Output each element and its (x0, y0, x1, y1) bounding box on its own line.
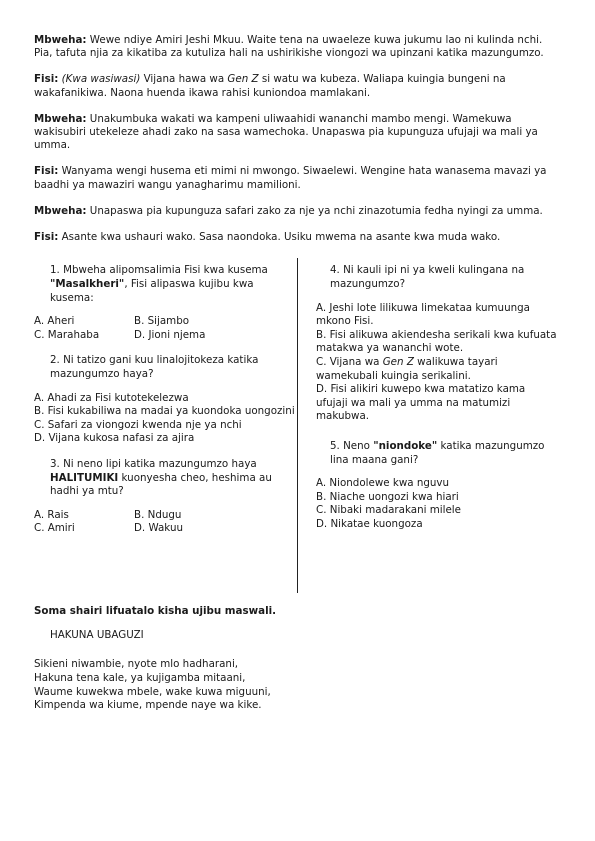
option-text: B. Fisi alikuwa akiendesha serikali kwa kufuata matakwa ya wananchi wote. (316, 328, 557, 355)
option-text: A. Jeshi lote lilikuwa limekataa kumuunga mkono Fisi. (316, 301, 530, 328)
dialogue-text: Vijana hawa wa (140, 73, 228, 86)
option-d: D. Vijana kukosa nafasi za ajira (34, 432, 195, 445)
speaker-name: Mbweha: (34, 34, 87, 46)
option-c: C. Amiri (34, 522, 75, 535)
right-column (316, 264, 560, 543)
speaker-name: Mbweha: (34, 204, 87, 217)
dialogue-line (34, 165, 560, 192)
option-c: C. Nibaki madarakani milele (316, 504, 462, 517)
question-2: 2. Ni tatizo gani kuu linalojitokeza katika mazungumzo haya? (50, 354, 259, 381)
speaker-name: Fisi: (34, 165, 59, 178)
question-4-options (316, 302, 560, 424)
question-text: 5. Neno (330, 440, 374, 452)
poem-line: Hakuna tena kale, ya kujigamba mitaani, (34, 672, 246, 685)
option-b (316, 329, 560, 356)
question-3 (50, 458, 272, 499)
question-4: 4. Ni kauli ipi ni ya kweli kulingana na mazungumzo? (330, 264, 525, 291)
column-divider (297, 258, 298, 593)
question-columns (34, 255, 560, 601)
question-text: 1. Mbweha alipomsalimia Fisi kwa kusema (50, 264, 268, 277)
worksheet-page (34, 34, 560, 713)
option-text-italic: Gen Z (382, 356, 414, 369)
stage-direction: (Kwa wasiwasi) (61, 73, 141, 86)
option-a (316, 302, 560, 329)
option-a: A. Niondolewe kwa nguvu (316, 477, 450, 490)
dialogue-line (34, 73, 560, 100)
dialogue-line (34, 113, 560, 153)
dialogue-text: Wewe ndiye Amiri Jeshi Mkuu. Waite tena na uwaeleze kuwa jukumu lao ni kulinda nchi. Pia, tafuta njia za kikatiba za kutuliza hali na ushirikishe viongozi wa upinzani katika mazungumzo. (34, 34, 544, 60)
option-d: D. Nikataе kuongoza (316, 517, 423, 530)
option-text: walikuwa tayari wamekubali kuingia serikalini. (316, 356, 498, 382)
question-text: , Fisi alipaswa kujibu kwa kusema: (50, 278, 254, 304)
question-1 (50, 264, 272, 305)
speaker-name: Fisi: (34, 230, 59, 243)
option-b: B. Fisi kukabiliwa na madai ya kuondoka uongozini (34, 405, 295, 418)
option-c (316, 356, 560, 383)
speaker-name: Mbweha: (34, 112, 87, 125)
option-c: C. Marahaba (34, 328, 100, 341)
option-a: A. Rais (34, 508, 69, 521)
option-b: B. Niache uongozi kwa hiari (316, 490, 459, 503)
poem-line: Sikieni niwambie, nyote mlo hadharani, (34, 658, 239, 671)
dialogue-line (34, 34, 560, 61)
option-b: B. Sijambo (134, 315, 190, 328)
question-5 (330, 440, 550, 467)
poem-stanza (34, 658, 560, 712)
question-text: kuonyesha cheo, heshima au hadhi ya mtu? (50, 471, 272, 498)
question-keyword: HALITUMIKI (50, 471, 119, 484)
option-d: D. Jioni njema (134, 328, 206, 341)
option-text: D. Fisi alikiri kuwepo kwa matatizo kama ufujaji wa mali ya umma na matumizi makubwa. (316, 383, 526, 423)
question-keyword: "niondoke" (373, 440, 438, 452)
question-2-options (34, 392, 296, 446)
dialogue-text-italic: Gen Z (227, 73, 259, 86)
poem-line: Kimpenda wa kiume, mpende naye wa kike. (34, 699, 262, 712)
question-text: 3. Ni neno lipi katika mazungumzo haya (50, 458, 257, 470)
option-text: C. Vijana wa (316, 356, 383, 369)
option-a: A. Ahadi za Fisi kutotekelezwa (34, 391, 189, 404)
dialogue-text: Wanyama wengi husema eti mimi ni mwongo. Siwaelewi. Wengine hata wanasema mavazi ya baadhi ya mawaziri wangu yanagharimu mamilioni. (34, 165, 547, 191)
option-d: D. Wakuu (134, 522, 184, 535)
question-3-options (34, 509, 296, 536)
dialogue-text: Unapaswa pia kupunguza safari zako za nje ya nchi zinazotumia fedha nyingi za umma. (86, 204, 543, 217)
poem-line: Waume kuwekwa mbele, wake kuwa miguuni, (34, 685, 271, 698)
dialogue-line (34, 231, 560, 244)
option-c: C. Safari za viongozi kwenda nje ya nchi (34, 418, 242, 431)
dialogue-text: Asante kwa ushauri wako. Sasa naondoka. Usiku mwema na asante kwa muda wako. (58, 230, 501, 243)
left-column (34, 264, 296, 548)
question-text: katika mazungumzo lina maana gani? (330, 440, 545, 466)
option-a: A. Aheri (34, 315, 75, 328)
poem-title: HAKUNA UBAGUZI (50, 629, 144, 642)
dialogue-text: Unakumbuka wakati wa kampeni uliwaahidi wananchi mambo mengi. Wamekuwa wakisubiri utekeleze ahadi zako na sasa wamechoka. Unapaswa pia kupunguza ufujaji wa mali ya umma. (34, 112, 538, 152)
option-d (316, 383, 560, 424)
poem-instruction: Soma shairi lifuatalo kisha ujibu maswali. (34, 605, 277, 618)
dialogue-text: si watu wa kubeza. Waliapa kuingia bungeni na wakafanikiwa. Naona huenda ikawa rahisi kuniondoa mamlakani. (34, 73, 506, 99)
dialogue-line (34, 205, 560, 218)
speaker-name: Fisi: (34, 73, 59, 86)
question-keyword: "Masalkheri" (50, 278, 125, 291)
dialogue (34, 34, 560, 244)
question-5-options (316, 477, 560, 531)
option-b: B. Ndugu (134, 508, 182, 521)
question-1-options (34, 315, 296, 342)
